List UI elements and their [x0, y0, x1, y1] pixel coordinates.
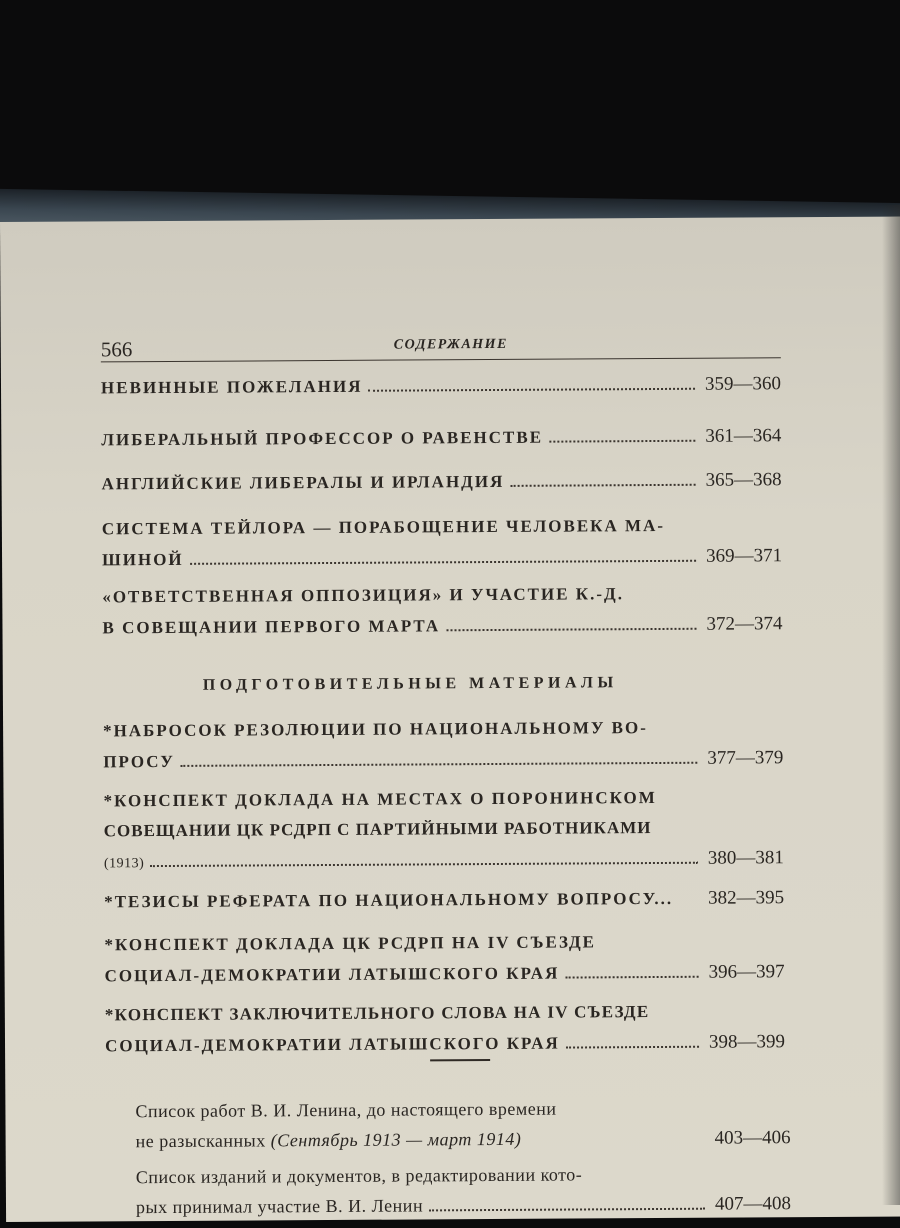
entry-title-line: *КОНСПЕКТ ДОКЛАДА ЦК РСДРП НА IV СЪЕЗДЕ — [104, 932, 596, 955]
entry-title-line: рых принимал участие В. И. Ленин — [136, 1195, 423, 1218]
toc-entry — [136, 1163, 791, 1227]
entry-title-line: *КОНСПЕКТ ЗАКЛЮЧИТЕЛЬНОГО СЛОВА НА IV СЪЕЗДЕ — [105, 1002, 650, 1025]
entry-title-italic: (Сентябрь 1913 — март 1914) — [271, 1129, 522, 1151]
toc-entry — [101, 425, 781, 459]
entry-title-line: ШИНОЙ — [102, 550, 184, 570]
toc-entry — [105, 1001, 785, 1065]
entry-title-line: СОЦИАЛ-ДЕМОКРАТИИ ЛАТЫШСКОГО КРАЯ — [105, 964, 560, 987]
entry-title-line: «ОТВЕТСТВЕННАЯ ОППОЗИЦИЯ» И УЧАСТИЕ К.-Д. — [102, 584, 624, 607]
entry-pages: 369—371 — [706, 545, 782, 567]
entry-pages: 382—395 — [708, 887, 784, 909]
page-spine-shadow — [882, 205, 900, 1205]
entry-title-line: (1913) — [104, 856, 144, 872]
entry-title: *ТЕЗИСЫ РЕФЕРАТА ПО НАЦИОНАЛЬНОМУ ВОПРОСУ... — [104, 889, 673, 912]
appendix-content — [135, 1097, 790, 1101]
dot-leader — [369, 388, 696, 392]
entry-pages: 361—364 — [705, 425, 781, 447]
entry-pages: 396—397 — [709, 961, 785, 983]
entry-pages: 359—360 — [705, 373, 781, 395]
entry-pages: 380—381 — [708, 847, 784, 869]
entry-title-line: ПРОСУ — [103, 752, 175, 772]
page-title: СОДЕРЖАНИЕ — [394, 337, 508, 354]
entry-pages: 365—368 — [706, 469, 782, 491]
dot-leader — [566, 1046, 699, 1049]
entry-title: ЛИБЕРАЛЬНЫЙ ПРОФЕССОР О РАВЕНСТВЕ — [101, 428, 543, 451]
section-content — [103, 717, 783, 721]
dot-leader — [150, 862, 698, 867]
entry-title-line: *НАБРОСОК РЕЗОЛЮЦИИ ПО НАЦИОНАЛЬНОМУ ВО- — [103, 718, 648, 741]
entry-title-line: СИСТЕМА ТЕЙЛОРА — ПОРАБОЩЕНИЕ ЧЕЛОВЕКА МА- — [102, 516, 665, 539]
dot-leader — [190, 560, 696, 565]
entry-title-line: *КОНСПЕКТ ДОКЛАДА НА МЕСТАХ О ПОРОНИНСКОМ — [103, 788, 656, 811]
entry-pages: 398—399 — [709, 1031, 785, 1053]
toc-entry — [102, 583, 782, 647]
toc-entry — [101, 373, 781, 407]
toc-entry — [102, 469, 782, 503]
entry-pages: 407—408 — [715, 1193, 791, 1215]
section-title: ПОДГОТОВИТЕЛЬНЫЕ МАТЕРИАЛЫ — [203, 674, 618, 695]
dot-leader — [527, 1144, 704, 1145]
toc-entry — [135, 1097, 790, 1161]
toc-entry — [103, 717, 783, 781]
toc-entry — [103, 787, 784, 881]
toc-entry — [102, 515, 782, 579]
dot-leader — [446, 628, 696, 632]
entry-title-line: Список работ В. И. Ленина, до настоящего времени — [135, 1099, 556, 1123]
entry-title: АНГЛИЙСКИЕ ЛИБЕРАЛЫ И ИРЛАНДИЯ — [102, 472, 505, 494]
separator-rule — [430, 1059, 490, 1061]
entry-title: НЕВИННЫЕ ПОЖЕЛАНИЯ — [101, 377, 363, 399]
entry-pages: 403—406 — [715, 1127, 791, 1149]
dot-leader — [429, 1208, 705, 1212]
entry-title-line: СОВЕЩАНИИ ЦК РСДРП С ПАРТИЙНЫМИ РАБОТНИКАМИ — [104, 818, 652, 841]
entry-title-line: В СОВЕЩАНИИ ПЕРВОГО МАРТА — [102, 616, 440, 638]
toc-entry — [104, 887, 784, 921]
dot-leader — [181, 762, 698, 767]
dot-leader — [565, 976, 698, 979]
running-head — [101, 329, 781, 362]
entry-pages: 372—374 — [706, 613, 782, 635]
entry-title-line: Список изданий и документов, в редактировании кото- — [136, 1164, 583, 1188]
entry-title-line — [136, 1129, 522, 1152]
page-number: 566 — [101, 337, 133, 362]
entry-pages: 377—379 — [707, 747, 783, 769]
entry-title-line: СОЦИАЛ-ДЕМОКРАТИИ ЛАТЫШСКОГО КРАЯ — [105, 1034, 560, 1057]
entry-title-plain: не разысканных — [136, 1130, 271, 1151]
dot-leader — [549, 440, 695, 443]
dot-leader — [510, 484, 695, 487]
page-content — [101, 329, 781, 362]
book-page — [0, 217, 900, 1222]
toc-entry — [104, 931, 784, 995]
